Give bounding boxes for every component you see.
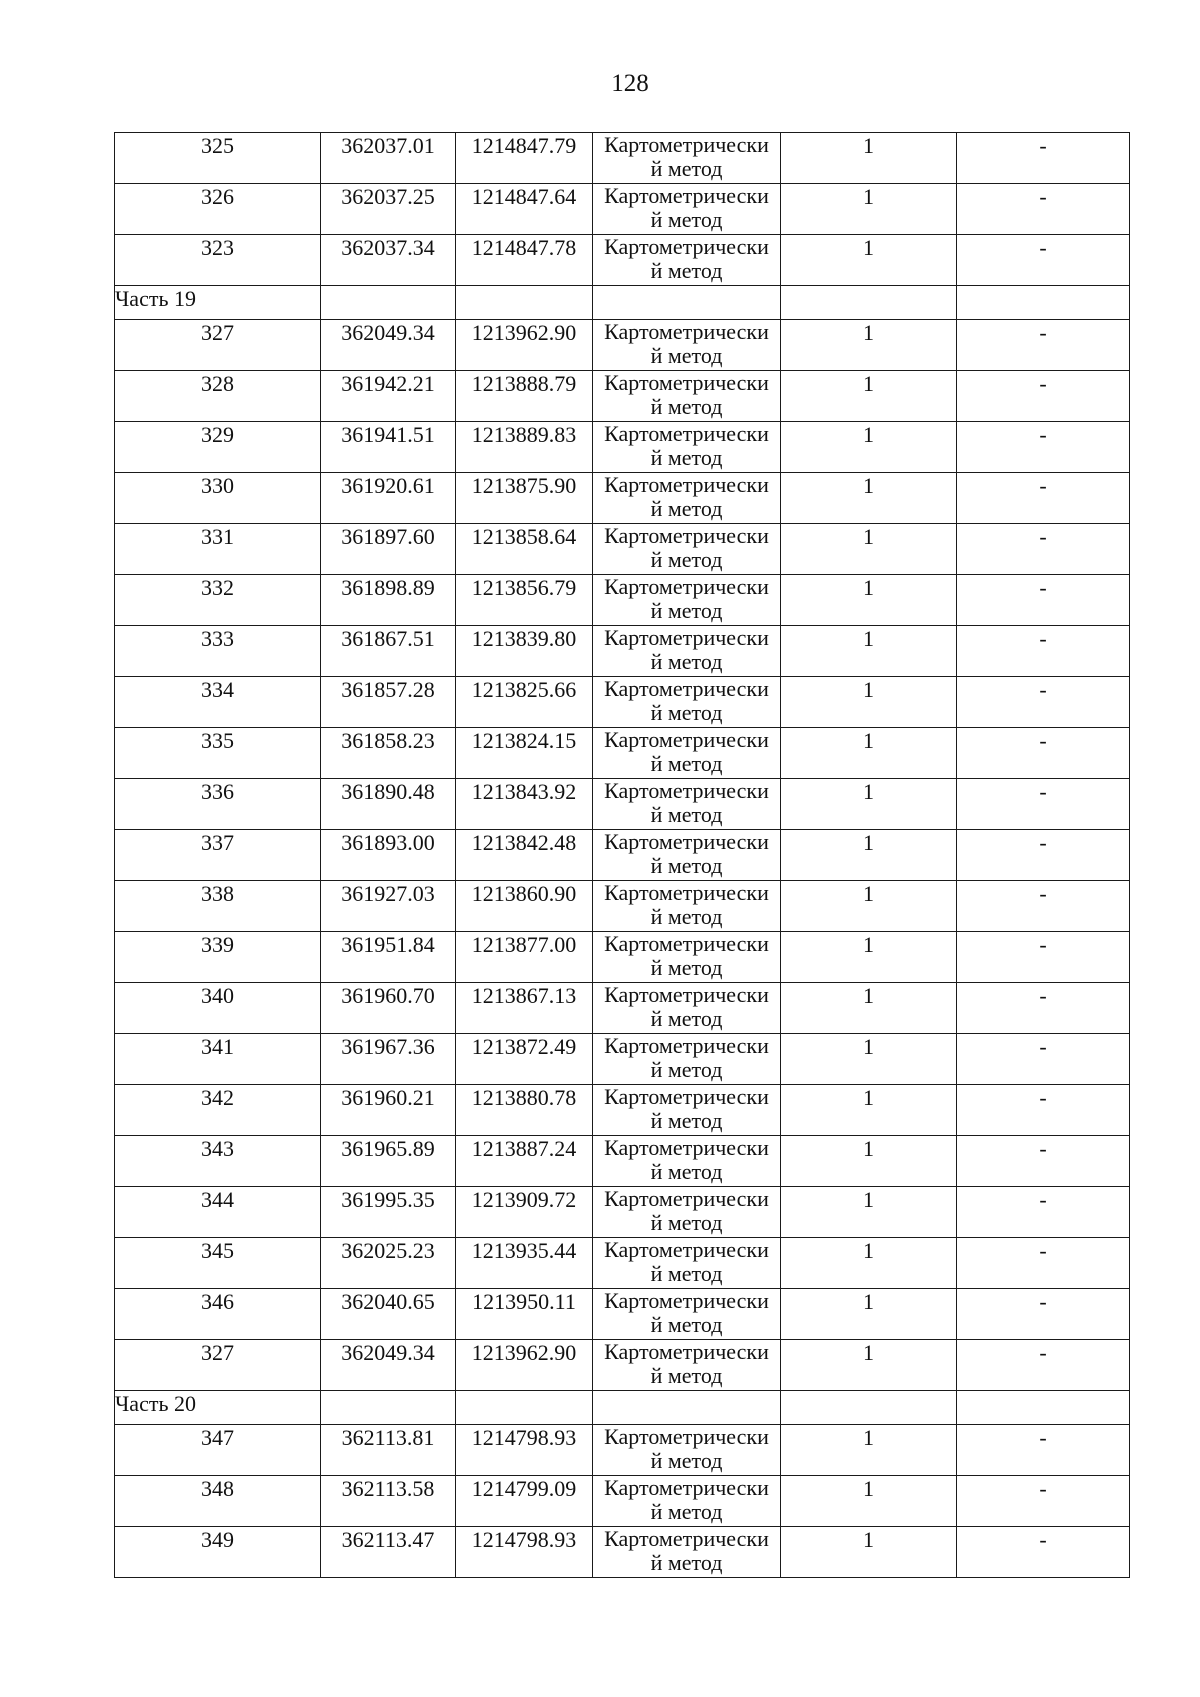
accuracy-cell: 1 xyxy=(781,1187,957,1238)
method-text-line1: Картометрически xyxy=(604,234,769,259)
table-row xyxy=(115,1034,1130,1085)
page-number: 128 xyxy=(611,70,649,97)
method-cell xyxy=(593,473,781,524)
x-coordinate-cell: 361967.36 xyxy=(321,1034,456,1085)
method-text-line2: й метод xyxy=(650,1108,723,1133)
empty-cell xyxy=(456,286,593,320)
x-coordinate-cell: 362049.34 xyxy=(321,320,456,371)
method-cell xyxy=(593,1187,781,1238)
y-coordinate-cell: 1213962.90 xyxy=(456,1340,593,1391)
description-cell: - xyxy=(957,983,1130,1034)
coordinates-table xyxy=(114,132,1130,1578)
method-text-line1: Картометрически xyxy=(604,1339,769,1364)
point-number-cell: 330 xyxy=(115,473,321,524)
description-cell: - xyxy=(957,184,1130,235)
method-cell xyxy=(593,677,781,728)
x-coordinate-cell: 361867.51 xyxy=(321,626,456,677)
description-cell: - xyxy=(957,1238,1130,1289)
point-number-cell: 342 xyxy=(115,1085,321,1136)
method-text-line2: й метод xyxy=(650,904,723,929)
accuracy-cell: 1 xyxy=(781,1425,957,1476)
y-coordinate-cell: 1213962.90 xyxy=(456,320,593,371)
method-text-line1: Картометрически xyxy=(604,472,769,497)
method-text-line2: й метод xyxy=(650,1261,723,1286)
method-text-line1: Картометрически xyxy=(604,1033,769,1058)
accuracy-cell: 1 xyxy=(781,830,957,881)
method-text-line2: й метод xyxy=(650,1006,723,1031)
method-text-line2: й метод xyxy=(650,258,723,283)
x-coordinate-cell: 361960.21 xyxy=(321,1085,456,1136)
method-text-line2: й метод xyxy=(650,1210,723,1235)
method-cell xyxy=(593,575,781,626)
table-row xyxy=(115,728,1130,779)
method-text-line2: й метод xyxy=(650,156,723,181)
method-cell xyxy=(593,932,781,983)
accuracy-cell: 1 xyxy=(781,932,957,983)
x-coordinate-cell: 362037.25 xyxy=(321,184,456,235)
y-coordinate-cell: 1214799.09 xyxy=(456,1476,593,1527)
y-coordinate-cell: 1213880.78 xyxy=(456,1085,593,1136)
x-coordinate-cell: 361995.35 xyxy=(321,1187,456,1238)
point-number-cell: 337 xyxy=(115,830,321,881)
method-cell xyxy=(593,1340,781,1391)
method-text-line2: й метод xyxy=(650,649,723,674)
description-cell: - xyxy=(957,1425,1130,1476)
description-cell: - xyxy=(957,677,1130,728)
empty-cell xyxy=(957,1391,1130,1425)
accuracy-cell: 1 xyxy=(781,1289,957,1340)
point-number-cell: 348 xyxy=(115,1476,321,1527)
table-row xyxy=(115,575,1130,626)
y-coordinate-cell: 1213935.44 xyxy=(456,1238,593,1289)
description-cell: - xyxy=(957,133,1130,184)
method-cell xyxy=(593,524,781,575)
table-row xyxy=(115,371,1130,422)
method-text-line2: й метод xyxy=(650,343,723,368)
description-cell: - xyxy=(957,320,1130,371)
accuracy-cell: 1 xyxy=(781,184,957,235)
method-text-line1: Картометрически xyxy=(604,727,769,752)
x-coordinate-cell: 361960.70 xyxy=(321,983,456,1034)
method-text-line1: Картометрически xyxy=(604,319,769,344)
x-coordinate-cell: 361898.89 xyxy=(321,575,456,626)
table-row xyxy=(115,779,1130,830)
method-text-line1: Картометрически xyxy=(604,625,769,650)
point-number-cell: 345 xyxy=(115,1238,321,1289)
table-row xyxy=(115,881,1130,932)
point-number-cell: 333 xyxy=(115,626,321,677)
method-text-line2: й метод xyxy=(650,1312,723,1337)
table-row xyxy=(115,473,1130,524)
description-cell: - xyxy=(957,881,1130,932)
method-text-line1: Картометрически xyxy=(604,370,769,395)
method-text-line1: Картометрически xyxy=(604,183,769,208)
point-number-cell: 339 xyxy=(115,932,321,983)
description-cell: - xyxy=(957,1136,1130,1187)
y-coordinate-cell: 1213825.66 xyxy=(456,677,593,728)
description-cell: - xyxy=(957,728,1130,779)
empty-cell xyxy=(321,1391,456,1425)
accuracy-cell: 1 xyxy=(781,1238,957,1289)
y-coordinate-cell: 1213867.13 xyxy=(456,983,593,1034)
method-text-line2: й метод xyxy=(650,1057,723,1082)
accuracy-cell: 1 xyxy=(781,779,957,830)
method-cell xyxy=(593,1289,781,1340)
method-text-line1: Картометрически xyxy=(604,1135,769,1160)
x-coordinate-cell: 362113.81 xyxy=(321,1425,456,1476)
method-text-line1: Картометрически xyxy=(604,676,769,701)
accuracy-cell: 1 xyxy=(781,626,957,677)
method-cell xyxy=(593,1476,781,1527)
method-text-line2: й метод xyxy=(650,853,723,878)
y-coordinate-cell: 1213843.92 xyxy=(456,779,593,830)
description-cell: - xyxy=(957,626,1130,677)
accuracy-cell: 1 xyxy=(781,422,957,473)
table-row xyxy=(115,320,1130,371)
y-coordinate-cell: 1214798.93 xyxy=(456,1527,593,1578)
method-cell xyxy=(593,235,781,286)
y-coordinate-cell: 1213888.79 xyxy=(456,371,593,422)
accuracy-cell: 1 xyxy=(781,473,957,524)
method-text-line1: Картометрически xyxy=(604,574,769,599)
method-cell xyxy=(593,422,781,473)
point-number-cell: 338 xyxy=(115,881,321,932)
method-text-line1: Картометрически xyxy=(604,523,769,548)
point-number-cell: 327 xyxy=(115,320,321,371)
method-text-line2: й метод xyxy=(650,1550,723,1575)
point-number-cell: 323 xyxy=(115,235,321,286)
point-number-cell: 326 xyxy=(115,184,321,235)
method-cell xyxy=(593,830,781,881)
point-number-cell: 325 xyxy=(115,133,321,184)
method-text-line2: й метод xyxy=(650,496,723,521)
accuracy-cell: 1 xyxy=(781,133,957,184)
table-row xyxy=(115,1085,1130,1136)
method-text-line1: Картометрически xyxy=(604,982,769,1007)
table-row xyxy=(115,626,1130,677)
table-row xyxy=(115,1476,1130,1527)
method-text-line2: й метод xyxy=(650,1499,723,1524)
y-coordinate-cell: 1213950.11 xyxy=(456,1289,593,1340)
accuracy-cell: 1 xyxy=(781,1136,957,1187)
x-coordinate-cell: 362037.01 xyxy=(321,133,456,184)
x-coordinate-cell: 362040.65 xyxy=(321,1289,456,1340)
y-coordinate-cell: 1213875.90 xyxy=(456,473,593,524)
empty-cell xyxy=(957,286,1130,320)
point-number-cell: 329 xyxy=(115,422,321,473)
point-number-cell: 334 xyxy=(115,677,321,728)
accuracy-cell: 1 xyxy=(781,1527,957,1578)
table-row xyxy=(115,133,1130,184)
method-cell xyxy=(593,1034,781,1085)
description-cell: - xyxy=(957,779,1130,830)
section-header-row xyxy=(115,1391,1130,1425)
method-text-line1: Картометрически xyxy=(604,778,769,803)
method-cell xyxy=(593,1425,781,1476)
x-coordinate-cell: 362113.47 xyxy=(321,1527,456,1578)
empty-cell xyxy=(456,1391,593,1425)
method-text-line1: Картометрически xyxy=(604,1084,769,1109)
method-cell xyxy=(593,320,781,371)
y-coordinate-cell: 1213889.83 xyxy=(456,422,593,473)
y-coordinate-cell: 1214798.93 xyxy=(456,1425,593,1476)
method-cell xyxy=(593,881,781,932)
x-coordinate-cell: 362113.58 xyxy=(321,1476,456,1527)
section-header-row xyxy=(115,286,1130,320)
table-row xyxy=(115,932,1130,983)
method-cell xyxy=(593,779,781,830)
x-coordinate-cell: 361920.61 xyxy=(321,473,456,524)
accuracy-cell: 1 xyxy=(781,371,957,422)
table-row xyxy=(115,1425,1130,1476)
description-cell: - xyxy=(957,1289,1130,1340)
x-coordinate-cell: 361897.60 xyxy=(321,524,456,575)
y-coordinate-cell: 1214847.79 xyxy=(456,133,593,184)
point-number-cell: 347 xyxy=(115,1425,321,1476)
description-cell: - xyxy=(957,235,1130,286)
accuracy-cell: 1 xyxy=(781,1340,957,1391)
point-number-cell: 343 xyxy=(115,1136,321,1187)
accuracy-cell: 1 xyxy=(781,983,957,1034)
point-number-cell: 335 xyxy=(115,728,321,779)
method-text-line2: й метод xyxy=(650,1448,723,1473)
description-cell: - xyxy=(957,1476,1130,1527)
description-cell: - xyxy=(957,524,1130,575)
method-text-line1: Картометрически xyxy=(604,1526,769,1551)
method-text-line2: й метод xyxy=(650,751,723,776)
y-coordinate-cell: 1213909.72 xyxy=(456,1187,593,1238)
y-coordinate-cell: 1213824.15 xyxy=(456,728,593,779)
empty-cell xyxy=(781,286,957,320)
table-row xyxy=(115,1238,1130,1289)
y-coordinate-cell: 1213856.79 xyxy=(456,575,593,626)
method-text-line2: й метод xyxy=(650,1363,723,1388)
method-text-line2: й метод xyxy=(650,955,723,980)
accuracy-cell: 1 xyxy=(781,728,957,779)
point-number-cell: 349 xyxy=(115,1527,321,1578)
point-number-cell: 327 xyxy=(115,1340,321,1391)
method-text-line1: Картометрически xyxy=(604,880,769,905)
x-coordinate-cell: 361893.00 xyxy=(321,830,456,881)
method-cell xyxy=(593,184,781,235)
empty-cell xyxy=(781,1391,957,1425)
method-text-line1: Картометрически xyxy=(604,1186,769,1211)
method-cell xyxy=(593,1085,781,1136)
method-cell xyxy=(593,1238,781,1289)
accuracy-cell: 1 xyxy=(781,1476,957,1527)
table-row xyxy=(115,830,1130,881)
method-cell xyxy=(593,1527,781,1578)
y-coordinate-cell: 1213877.00 xyxy=(456,932,593,983)
empty-cell xyxy=(593,1391,781,1425)
point-number-cell: 328 xyxy=(115,371,321,422)
method-text-line1: Картометрически xyxy=(604,1475,769,1500)
description-cell: - xyxy=(957,1034,1130,1085)
y-coordinate-cell: 1213842.48 xyxy=(456,830,593,881)
section-label: Часть 20 xyxy=(115,1391,321,1425)
accuracy-cell: 1 xyxy=(781,575,957,626)
table-row xyxy=(115,677,1130,728)
x-coordinate-cell: 361857.28 xyxy=(321,677,456,728)
accuracy-cell: 1 xyxy=(781,320,957,371)
y-coordinate-cell: 1213860.90 xyxy=(456,881,593,932)
point-number-cell: 331 xyxy=(115,524,321,575)
point-number-cell: 332 xyxy=(115,575,321,626)
empty-cell xyxy=(593,286,781,320)
method-text-line2: й метод xyxy=(650,445,723,470)
x-coordinate-cell: 361858.23 xyxy=(321,728,456,779)
point-number-cell: 344 xyxy=(115,1187,321,1238)
method-text-line2: й метод xyxy=(650,207,723,232)
method-cell xyxy=(593,728,781,779)
x-coordinate-cell: 361951.84 xyxy=(321,932,456,983)
method-text-line2: й метод xyxy=(650,394,723,419)
method-text-line1: Картометрически xyxy=(604,1424,769,1449)
accuracy-cell: 1 xyxy=(781,1034,957,1085)
x-coordinate-cell: 362025.23 xyxy=(321,1238,456,1289)
table-row xyxy=(115,235,1130,286)
description-cell: - xyxy=(957,422,1130,473)
method-cell xyxy=(593,1136,781,1187)
y-coordinate-cell: 1213872.49 xyxy=(456,1034,593,1085)
method-text-line2: й метод xyxy=(650,547,723,572)
table-row xyxy=(115,422,1130,473)
y-coordinate-cell: 1213858.64 xyxy=(456,524,593,575)
method-text-line2: й метод xyxy=(650,802,723,827)
x-coordinate-cell: 361890.48 xyxy=(321,779,456,830)
table-row xyxy=(115,1527,1130,1578)
description-cell: - xyxy=(957,1340,1130,1391)
description-cell: - xyxy=(957,575,1130,626)
accuracy-cell: 1 xyxy=(781,1085,957,1136)
method-text-line2: й метод xyxy=(650,700,723,725)
y-coordinate-cell: 1214847.64 xyxy=(456,184,593,235)
method-text-line1: Картометрически xyxy=(604,829,769,854)
x-coordinate-cell: 361941.51 xyxy=(321,422,456,473)
method-text-line2: й метод xyxy=(650,598,723,623)
method-text-line1: Картометрически xyxy=(604,931,769,956)
table-row xyxy=(115,1289,1130,1340)
x-coordinate-cell: 362037.34 xyxy=(321,235,456,286)
method-cell xyxy=(593,133,781,184)
point-number-cell: 340 xyxy=(115,983,321,1034)
y-coordinate-cell: 1213887.24 xyxy=(456,1136,593,1187)
table-row xyxy=(115,983,1130,1034)
table-row xyxy=(115,184,1130,235)
method-cell xyxy=(593,983,781,1034)
description-cell: - xyxy=(957,1187,1130,1238)
method-cell xyxy=(593,371,781,422)
description-cell: - xyxy=(957,371,1130,422)
empty-cell xyxy=(321,286,456,320)
x-coordinate-cell: 362049.34 xyxy=(321,1340,456,1391)
accuracy-cell: 1 xyxy=(781,235,957,286)
description-cell: - xyxy=(957,932,1130,983)
accuracy-cell: 1 xyxy=(781,524,957,575)
y-coordinate-cell: 1213839.80 xyxy=(456,626,593,677)
y-coordinate-cell: 1214847.78 xyxy=(456,235,593,286)
table-row xyxy=(115,1187,1130,1238)
method-text-line2: й метод xyxy=(650,1159,723,1184)
method-text-line1: Картометрически xyxy=(604,1288,769,1313)
description-cell: - xyxy=(957,1085,1130,1136)
table-row xyxy=(115,1340,1130,1391)
method-text-line1: Картометрически xyxy=(604,1237,769,1262)
description-cell: - xyxy=(957,473,1130,524)
accuracy-cell: 1 xyxy=(781,677,957,728)
description-cell: - xyxy=(957,1527,1130,1578)
method-text-line1: Картометрически xyxy=(604,132,769,157)
point-number-cell: 346 xyxy=(115,1289,321,1340)
method-text-line1: Картометрически xyxy=(604,421,769,446)
point-number-cell: 341 xyxy=(115,1034,321,1085)
table-row xyxy=(115,524,1130,575)
section-label: Часть 19 xyxy=(115,286,321,320)
accuracy-cell: 1 xyxy=(781,881,957,932)
x-coordinate-cell: 361942.21 xyxy=(321,371,456,422)
coordinates-table-body xyxy=(115,133,1130,1578)
description-cell: - xyxy=(957,830,1130,881)
method-cell xyxy=(593,626,781,677)
x-coordinate-cell: 361965.89 xyxy=(321,1136,456,1187)
point-number-cell: 336 xyxy=(115,779,321,830)
x-coordinate-cell: 361927.03 xyxy=(321,881,456,932)
table-row xyxy=(115,1136,1130,1187)
